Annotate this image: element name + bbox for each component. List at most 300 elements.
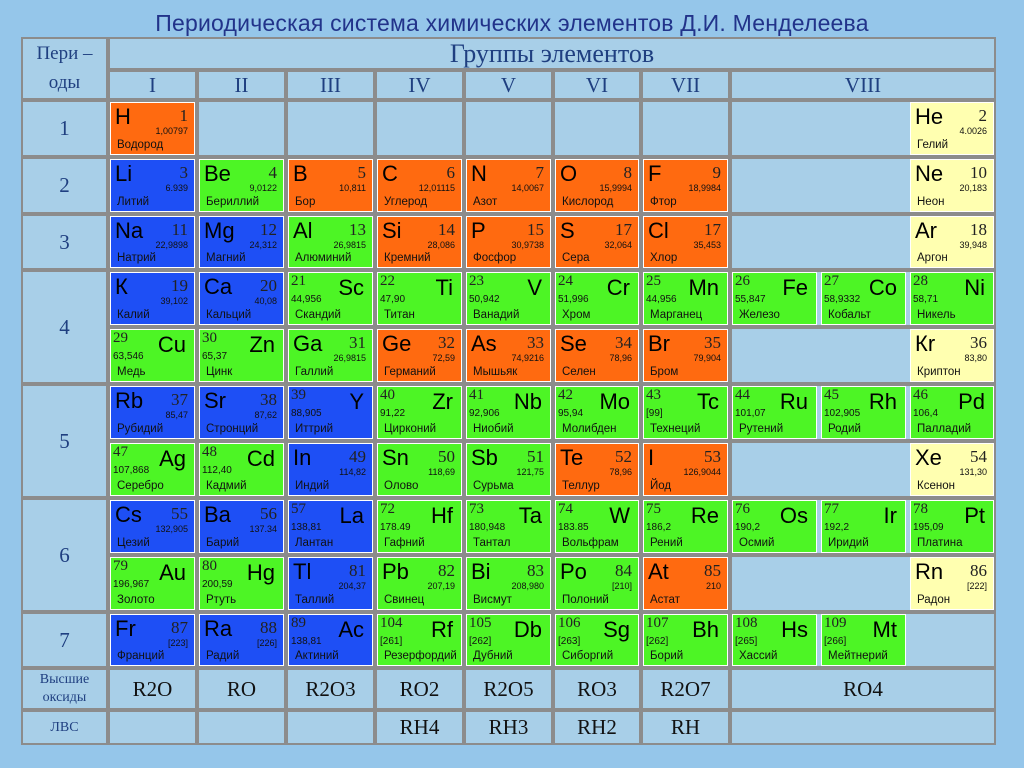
atomic-number: 20: [260, 276, 277, 295]
element-symbol: Ti: [435, 275, 453, 300]
element-symbol: Sn: [382, 445, 409, 470]
atomic-number: 36: [970, 333, 987, 352]
element-i[interactable]: [643, 443, 728, 496]
group-header-8: VIII: [730, 70, 996, 100]
element-ru[interactable]: [732, 386, 817, 439]
element-cl[interactable]: [643, 216, 728, 268]
element-w[interactable]: [555, 500, 639, 553]
element-name: Фтор: [650, 195, 677, 208]
groups-header: Группы элементов: [108, 37, 996, 70]
element-name: Вольфрам: [562, 536, 619, 549]
atomic-mass: 1,00797: [155, 126, 188, 136]
element-symbol: Pd: [958, 389, 985, 414]
element-symbol: Bh: [692, 617, 719, 642]
element-symbol: Ga: [293, 331, 323, 356]
grid-cell: [375, 100, 464, 157]
atomic-mass: 9,0122: [249, 183, 277, 193]
atomic-number: 82: [438, 561, 455, 580]
element-s[interactable]: [555, 216, 639, 268]
atomic-mass: 204,37: [338, 581, 366, 591]
element-in[interactable]: [288, 443, 373, 496]
element-symbol: Os: [779, 503, 808, 528]
atomic-mass: 44,956: [646, 294, 677, 305]
atomic-mass: [261]: [380, 636, 403, 647]
element-au[interactable]: [110, 557, 195, 610]
element-symbol: I: [648, 445, 655, 470]
element-ta[interactable]: [466, 500, 551, 553]
atomic-number: 73: [469, 501, 484, 517]
atomic-mass: 26,9815: [333, 353, 366, 363]
atomic-number: 25: [646, 273, 661, 289]
atomic-mass: 22,9898: [155, 240, 188, 250]
atomic-mass: 178.49: [380, 522, 411, 533]
element-name: Теллур: [562, 479, 600, 492]
element-name: Актиний: [295, 649, 339, 662]
atomic-number: 1: [179, 106, 188, 125]
element-si[interactable]: [377, 216, 462, 268]
atomic-number: 7: [535, 163, 544, 182]
group-header-6: VI: [553, 70, 641, 100]
grid-cell: [286, 100, 375, 157]
element-po[interactable]: [555, 557, 639, 610]
atomic-mass: 95,94: [558, 408, 584, 419]
element-name: Ванадий: [473, 308, 520, 321]
element-symbol: Ge: [382, 331, 412, 356]
atomic-number: 105: [469, 615, 492, 631]
element-symbol: Ir: [883, 503, 897, 528]
atomic-number: 17: [615, 220, 632, 239]
element-tl[interactable]: [288, 557, 373, 610]
element-name: Кальций: [206, 308, 252, 321]
grid-cell: [641, 100, 730, 157]
element-ne[interactable]: [910, 159, 994, 212]
element-name: Германий: [384, 365, 436, 378]
atomic-number: 89: [291, 615, 306, 631]
element-na[interactable]: [110, 216, 195, 268]
element-symbol: Zr: [432, 389, 453, 414]
element-symbol: Ra: [204, 616, 233, 641]
element-name: Аргон: [917, 251, 948, 264]
element-name: Никель: [917, 308, 956, 321]
element-p[interactable]: [466, 216, 551, 268]
atomic-mass: 74,9216: [511, 353, 544, 363]
atomic-mass: 65,37: [202, 351, 228, 362]
element-name: Хассий: [739, 649, 778, 662]
element-mn[interactable]: [643, 272, 728, 325]
element-as[interactable]: [466, 329, 551, 382]
element-bi[interactable]: [466, 557, 551, 610]
atomic-mass: 63,546: [113, 351, 144, 362]
element-name: Золото: [117, 593, 155, 606]
atomic-number: 14: [438, 220, 455, 239]
element-xe[interactable]: [910, 443, 994, 496]
atomic-number: 9: [712, 163, 721, 182]
oxide-value: RO3: [577, 676, 617, 701]
atomic-mass: [226]: [256, 638, 277, 648]
element-name: Хлор: [650, 251, 678, 264]
atomic-number: 106: [558, 615, 581, 631]
element-name: Олово: [384, 479, 419, 492]
element-symbol: Nb: [513, 389, 542, 414]
element-bh[interactable]: [643, 614, 728, 666]
atomic-mass: 121,75: [516, 467, 544, 477]
element-nb[interactable]: [466, 386, 551, 439]
atomic-mass: 47,90: [380, 294, 406, 305]
atomic-mass: 12,01115: [418, 183, 455, 193]
atomic-mass: 10,811: [339, 183, 366, 193]
element-at[interactable]: [643, 557, 728, 610]
element-hg[interactable]: [199, 557, 284, 610]
element-name: Ртуть: [206, 593, 237, 606]
atomic-mass: 51,996: [558, 294, 589, 305]
atomic-number: 27: [824, 273, 839, 289]
atomic-mass: 200,59: [202, 579, 233, 590]
element-b[interactable]: [288, 159, 373, 212]
atomic-mass: 39,948: [959, 240, 987, 250]
element-cu[interactable]: [110, 329, 195, 382]
element-symbol: Se: [560, 331, 587, 356]
oxides-label: Высшие оксиды: [21, 668, 108, 710]
element-cd[interactable]: [199, 443, 284, 496]
element-sc[interactable]: [288, 272, 373, 325]
atomic-number: 41: [469, 387, 484, 403]
element-name: Полоний: [562, 593, 609, 606]
element-name: Йод: [650, 479, 672, 492]
element-symbol: Li: [115, 161, 133, 186]
atomic-mass: 114,82: [339, 467, 366, 477]
element-sg[interactable]: [555, 614, 639, 666]
element-name: Палладий: [917, 422, 972, 435]
atomic-mass: 180,948: [469, 522, 506, 533]
element-hf[interactable]: [377, 500, 462, 553]
element-ni[interactable]: [910, 272, 994, 325]
element-sb[interactable]: [466, 443, 551, 496]
atomic-mass: 39,102: [160, 296, 188, 306]
oxide-value: R2O: [132, 676, 173, 701]
element-zr[interactable]: [377, 386, 462, 439]
atomic-number: 75: [646, 501, 661, 517]
element-name: Осмий: [739, 536, 775, 549]
element-symbol: Hg: [246, 560, 275, 585]
element-mt[interactable]: [821, 614, 906, 666]
atomic-number: 76: [735, 501, 750, 517]
atomic-mass: 30,9738: [511, 240, 544, 250]
element-symbol: Ni: [964, 275, 985, 300]
element-symbol: Na: [115, 218, 144, 243]
element-name: Алюминий: [295, 251, 352, 264]
atomic-number: 8: [623, 163, 632, 182]
element-name: Кислород: [562, 195, 614, 208]
element-he[interactable]: [910, 102, 994, 155]
element-se[interactable]: [555, 329, 639, 382]
element-symbol: C: [382, 161, 398, 186]
atomic-mass: [210]: [611, 581, 632, 591]
element-кr[interactable]: [910, 329, 994, 382]
element-sr[interactable]: [199, 386, 284, 439]
hydride-value: RH: [670, 715, 701, 739]
element-fr[interactable]: [110, 614, 195, 666]
element-symbol: Re: [690, 503, 719, 528]
element-fe[interactable]: [732, 272, 817, 325]
atomic-number: 13: [349, 220, 366, 239]
element-name: Рений: [650, 536, 683, 549]
atomic-number: 39: [291, 387, 306, 403]
element-name: Ниобий: [473, 422, 514, 435]
atomic-number: 87: [171, 618, 188, 637]
atomic-mass: 107,868: [113, 465, 150, 476]
atomic-mass: 6.939: [165, 183, 188, 193]
atomic-mass: 55,847: [735, 294, 766, 305]
element-name: Технеций: [650, 422, 701, 435]
element-symbol: Hf: [431, 503, 453, 528]
element-name: Бериллий: [206, 195, 260, 208]
element-name: Бром: [650, 365, 679, 378]
element-name: Цинк: [206, 365, 233, 378]
element-symbol: Mo: [599, 389, 630, 414]
element-hs[interactable]: [732, 614, 817, 666]
element-name: Кобальт: [828, 308, 871, 321]
element-mg[interactable]: [199, 216, 284, 268]
element-symbol: As: [471, 331, 497, 356]
element-al[interactable]: [288, 216, 373, 268]
element-symbol: Cr: [606, 275, 630, 300]
element-ge[interactable]: [377, 329, 462, 382]
atomic-mass: 50,942: [469, 294, 500, 305]
atomic-mass: 79,904: [693, 353, 721, 363]
atomic-mass: 126,9044: [683, 467, 721, 477]
element-pd[interactable]: [910, 386, 994, 439]
period-5: 5: [21, 384, 108, 498]
element-ir[interactable]: [821, 500, 906, 553]
element-ca[interactable]: [199, 272, 284, 325]
atomic-number: 85: [704, 561, 721, 580]
element-c[interactable]: [377, 159, 462, 212]
element-symbol: Br: [648, 331, 670, 356]
oxide-value: RO: [226, 676, 257, 701]
element-symbol: Sr: [204, 388, 226, 413]
hydride-formula: [108, 710, 197, 745]
element-symbol: H: [115, 104, 131, 129]
element-symbol: F: [648, 161, 662, 186]
element-name: Радий: [206, 649, 240, 662]
atomic-number: 4: [268, 163, 277, 182]
element-ra[interactable]: [199, 614, 284, 666]
element-cr[interactable]: [555, 272, 639, 325]
atomic-mass: 131,30: [959, 467, 987, 477]
atomic-number: 107: [646, 615, 669, 631]
element-symbol: Ne: [915, 161, 944, 186]
element-symbol: Al: [293, 218, 313, 243]
element-f[interactable]: [643, 159, 728, 212]
element-rh[interactable]: [821, 386, 906, 439]
element-name: Углерод: [384, 195, 428, 208]
element-br[interactable]: [643, 329, 728, 382]
element-cs[interactable]: [110, 500, 195, 553]
atomic-mass: 102,905: [824, 408, 861, 419]
element-symbol: Cu: [157, 332, 186, 357]
element-name: Неон: [917, 195, 945, 208]
oxide-formula: [553, 668, 641, 710]
element-symbol: Tc: [697, 389, 719, 414]
atomic-mass: 4.0026: [959, 126, 987, 136]
element-name: Гелий: [917, 138, 949, 151]
atomic-number: 84: [615, 561, 632, 580]
atomic-mass: 87,62: [254, 410, 277, 420]
element-name: Висмут: [473, 593, 512, 606]
atomic-mass: [266]: [824, 636, 847, 647]
element-symbol: Ar: [915, 218, 937, 243]
element-name: Тантал: [473, 536, 511, 549]
atomic-mass: [222]: [966, 581, 987, 591]
period-4: 4: [21, 270, 108, 384]
element-co[interactable]: [821, 272, 906, 325]
atomic-mass: 190,2: [735, 522, 761, 533]
element-ar[interactable]: [910, 216, 994, 268]
element-name: Мейтнерий: [828, 649, 888, 662]
element-rf[interactable]: [377, 614, 462, 666]
oxide-value: R2O5: [483, 676, 534, 701]
atomic-mass: 85,47: [165, 410, 188, 420]
element-symbol: Xe: [915, 445, 942, 470]
element-tc[interactable]: [643, 386, 728, 439]
oxide-formula: [286, 668, 375, 710]
atomic-number: 33: [527, 333, 544, 352]
element-symbol: N: [471, 161, 487, 186]
atomic-number: 56: [260, 504, 277, 523]
element-name: Бор: [295, 195, 316, 208]
element-name: Сурьма: [473, 479, 514, 492]
atomic-mass: 138,81: [291, 636, 322, 647]
atomic-number: 21: [291, 273, 306, 289]
atomic-number: 5: [357, 163, 366, 182]
atomic-mass: 24,312: [249, 240, 277, 250]
element-ag[interactable]: [110, 443, 195, 496]
hydride-formula: [641, 710, 730, 745]
element-mo[interactable]: [555, 386, 639, 439]
element-к[interactable]: [110, 272, 195, 325]
element-be[interactable]: [199, 159, 284, 212]
element-name: Родий: [828, 422, 861, 435]
atomic-mass: 44,956: [291, 294, 322, 305]
element-symbol: Ac: [338, 617, 364, 642]
atomic-number: 22: [380, 273, 395, 289]
element-symbol: Te: [560, 445, 584, 470]
element-name: Франций: [117, 649, 165, 662]
element-re[interactable]: [643, 500, 728, 553]
hydride-value: RH2: [577, 715, 617, 739]
atomic-number: 3: [179, 163, 188, 182]
atomic-number: 19: [171, 276, 188, 295]
hydride-value: RH3: [488, 715, 529, 739]
atomic-number: 48: [202, 444, 217, 460]
atomic-number: 47: [113, 444, 128, 460]
atomic-number: 88: [260, 618, 277, 637]
atomic-number: 52: [615, 447, 632, 466]
atomic-number: 81: [349, 561, 366, 580]
element-rb[interactable]: [110, 386, 195, 439]
atomic-number: 42: [558, 387, 573, 403]
element-ga[interactable]: [288, 329, 373, 382]
element-name: Рутений: [739, 422, 784, 435]
element-ba[interactable]: [199, 500, 284, 553]
element-os[interactable]: [732, 500, 817, 553]
atomic-mass: 88,905: [291, 408, 322, 419]
element-symbol: Rn: [915, 559, 944, 584]
oxide-formula: [464, 668, 553, 710]
element-symbol: Rf: [431, 617, 453, 642]
element-y[interactable]: [288, 386, 373, 439]
element-name: Калий: [117, 308, 150, 321]
element-name: Стронций: [206, 422, 259, 435]
element-name: Железо: [739, 308, 780, 321]
group-header-5: V: [464, 70, 553, 100]
element-li[interactable]: [110, 159, 195, 212]
element-rn[interactable]: [910, 557, 994, 610]
atomic-number: 109: [824, 615, 847, 631]
element-symbol: Hs: [781, 617, 808, 642]
element-ti[interactable]: [377, 272, 462, 325]
element-name: Астат: [650, 593, 680, 606]
element-name: Таллий: [295, 593, 335, 606]
element-symbol: Ca: [204, 274, 233, 299]
atomic-number: 74: [558, 501, 573, 517]
element-h[interactable]: [110, 102, 195, 155]
element-pt[interactable]: [910, 500, 994, 553]
element-pb[interactable]: [377, 557, 462, 610]
atomic-mass: 15,9994: [599, 183, 632, 193]
oxide-formula: [641, 668, 730, 710]
atomic-number: 23: [469, 273, 484, 289]
element-name: Азот: [473, 195, 498, 208]
element-name: Магний: [206, 251, 246, 264]
element-symbol: Ba: [204, 502, 231, 527]
oxide-value: RO2: [399, 676, 440, 701]
element-symbol: Ru: [779, 389, 808, 414]
element-name: Ксенон: [917, 479, 955, 492]
atomic-mass: 207,19: [427, 581, 455, 591]
element-symbol: O: [560, 161, 578, 186]
element-o[interactable]: [555, 159, 639, 212]
element-symbol: Y: [349, 389, 364, 414]
element-n[interactable]: [466, 159, 551, 212]
element-symbol: Ta: [518, 503, 542, 528]
element-symbol: In: [293, 445, 312, 470]
element-te[interactable]: [555, 443, 639, 496]
atomic-number: 104: [380, 615, 403, 631]
atomic-number: 30: [202, 330, 217, 346]
element-name: Галлий: [295, 365, 334, 378]
atomic-mass: 78,96: [609, 353, 632, 363]
hydride-formula: [197, 710, 286, 745]
group-header-1: I: [108, 70, 197, 100]
element-symbol: Co: [868, 275, 897, 300]
element-symbol: Db: [513, 617, 542, 642]
element-v[interactable]: [466, 272, 551, 325]
element-name: Серебро: [117, 479, 164, 492]
atomic-number: 26: [735, 273, 750, 289]
element-ac[interactable]: [288, 614, 373, 666]
element-sn[interactable]: [377, 443, 462, 496]
element-symbol: Be: [204, 161, 231, 186]
element-name: Иттрий: [295, 422, 334, 435]
oxide-formula: [108, 668, 197, 710]
atomic-number: 80: [202, 558, 217, 574]
element-symbol: Sb: [471, 445, 498, 470]
element-db[interactable]: [466, 614, 551, 666]
element-zn[interactable]: [199, 329, 284, 382]
element-la[interactable]: [288, 500, 373, 553]
element-name: Резерфордий: [384, 649, 457, 662]
